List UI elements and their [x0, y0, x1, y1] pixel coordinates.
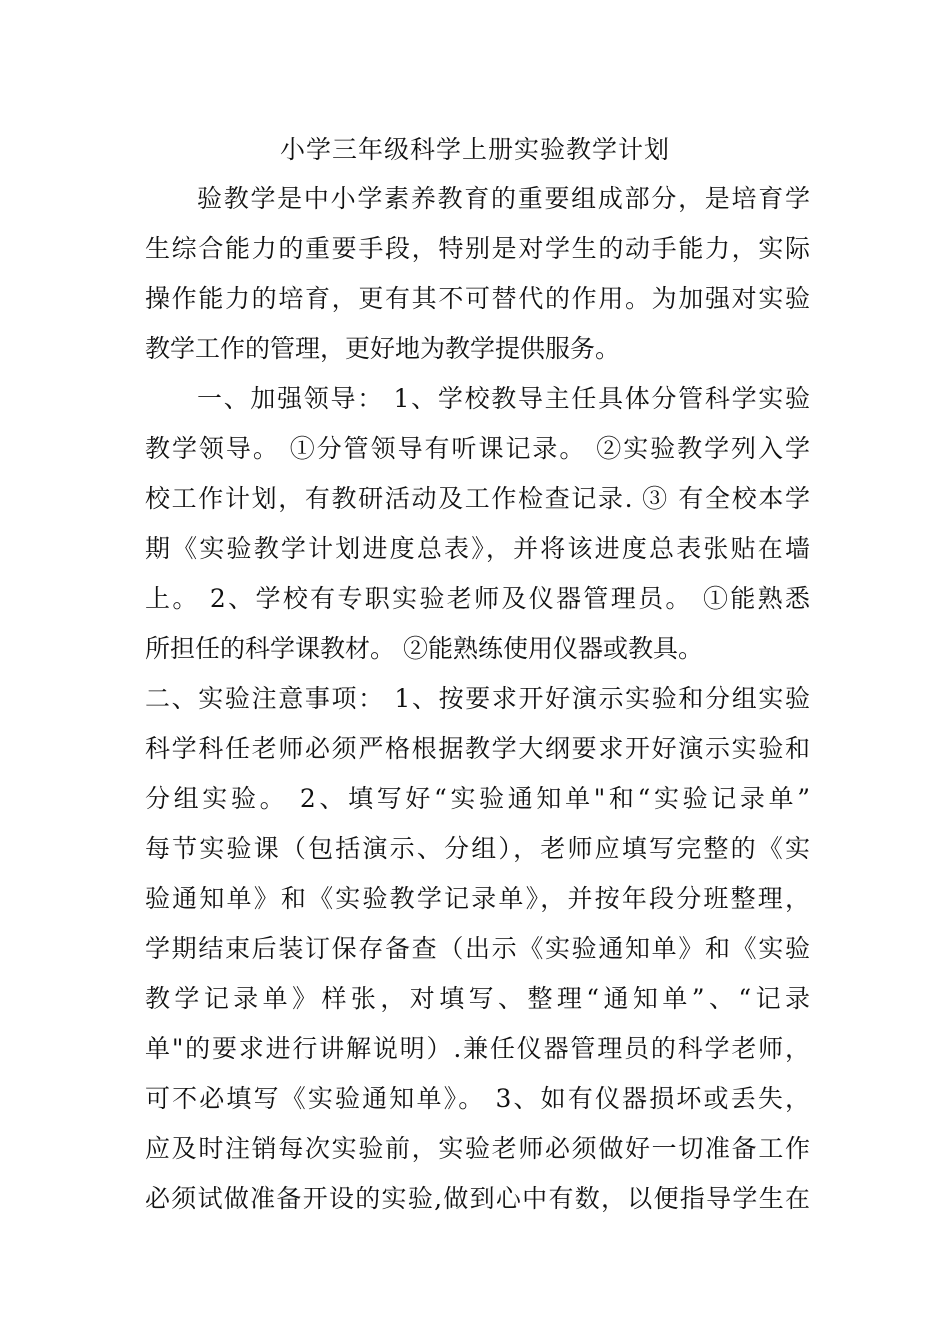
body-line: 校工作计划，有教研活动及工作检查记录. ③ 有全校本学 [145, 484, 810, 513]
body-line: 应及时注销每次实验前，实验老师必须做好一切准备工作 [145, 1134, 810, 1163]
body-line: 教学记录单》样张，对填写、整理“通知单”、“记录 [145, 984, 810, 1013]
body-line: 上。 2、学校有专职实验老师及仪器管理员。 ①能熟悉 [145, 584, 810, 613]
body-line: 必须试做准备开设的实验,做到心中有数，以便指导学生在 [145, 1184, 810, 1213]
body-line: 学期结束后装订保存备查（出示《实验通知单》和《实验 [145, 934, 810, 963]
body-line: 二、实验注意事项： 1、按要求开好演示实验和分组实验 [145, 684, 810, 713]
body-line: 可不必填写《实验通知单》。 3、如有仪器损坏或丢失， [145, 1084, 810, 1113]
body-line: 所担任的科学课教材。 ②能熟练使用仪器或教具。 [145, 634, 703, 663]
body-line: 教学领导。 ①分管领导有听课记录。 ②实验教学列入学 [145, 434, 810, 463]
body-line: 科学科任老师必须严格根据教学大纲要求开好演示实验和 [145, 734, 810, 763]
body-line: 期《实验教学计划进度总表》，并将该进度总表张贴在墙 [145, 534, 810, 563]
body-line: 教学工作的管理，更好地为教学提供服务。 [145, 334, 621, 363]
body-line: 单"的要求进行讲解说明）.兼任仪器管理员的科学老师， [145, 1034, 810, 1063]
body-line: 每节实验课（包括演示、分组），老师应填写完整的《实 [145, 834, 810, 863]
document-title: 小学三年级科学上册实验教学计划 [279, 135, 670, 164]
body-line: 分组实验。 2、填写好“实验通知单"和“实验记录单” [145, 784, 810, 813]
body-line: 操作能力的培育，更有其不可替代的作用。为加强对实验 [145, 284, 810, 313]
body-line: 验通知单》和《实验教学记录单》，并按年段分班整理， [145, 884, 810, 913]
body-line: 验教学是中小学素养教育的重要组成部分，是培育学 [197, 184, 810, 213]
body-line: 生综合能力的重要手段，特别是对学生的动手能力，实际 [145, 234, 810, 263]
body-line: 一、加强领导： 1、学校教导主任具体分管科学实验 [197, 384, 810, 413]
